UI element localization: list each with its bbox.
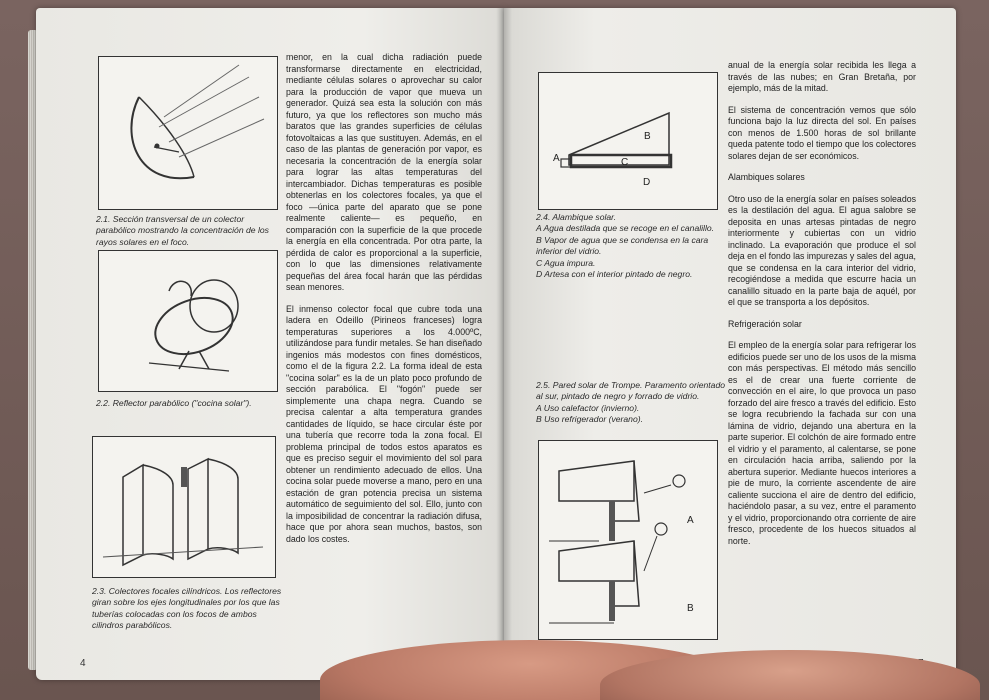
fig25-item-b: B Uso refrigerador (verano). [536,414,643,425]
fig25-letter-a: A [687,515,694,526]
cylindrical-collectors-drawing [93,437,275,577]
left-text-column [286,52,482,555]
left-paragraph-1: menor, en la cual dicha radiación puede transformarse directamente en electricidad, mediante células solares o aprovechar su calor para la producción de vapor que mueva un generador. Quizá sea esta la solución con más futuro, ya que los reflectores son mucho más baratos que las grandes superficies de células fotovoltaicas a las que sustituyen. Además, en el caso de las plantas de generación por vapor, es necesaria la concentración de la energía solar para lograr las altas temperaturas del intercambiador. Dichas temperaturas es posible obtenerlas en los colectores focales, ya que el foco —única parte del aparato que se pone realmente caliente— es pequeño, en comparación con la superficie de la que procede la energía en ella concentrada. Por otra parte, la pérdida de calor es proporcional a la superficie, con lo que las dimensiones relativamente pequeñas del área focal harán que las pérdidas sean menores. [286,52,482,292]
figure-2-4-caption [536,212,726,280]
book-gutter [496,8,512,680]
fig24-letter-c: C [621,157,629,168]
fig24-item-c: C Agua impura. [536,257,596,268]
solar-still-drawing [539,73,717,209]
figure-2-1 [98,56,278,210]
right-page [504,8,956,680]
left-page-number: 4 [80,658,86,669]
fig24-item-d: D Artesa con el interior pintado de negro. [536,269,693,280]
fig24-item-b: B Vapor de agua que se condensa en la cara inferior del vidrio. [536,234,709,257]
trombe-wall-drawing [539,441,717,639]
figure-2-3-caption: 2.3. Colectores focales cilíndricos. Los reflectores giran sobre los ejes longitudinales por los que las tuberías colocadas con los focos de ambos cilindros parabólicos. [92,586,282,631]
right-paragraph-4: El empleo de la energía solar para refrigerar los edificios puede ser uno de los usos de la misma con más perspectivas. El método más sencillo es el de crear una fuerte corriente de convección en el aire, lo que provoca un paso forzado del aire fresco a través del edificio. Esto se logra recubriendo la fachada sur con una lámina de vidrio, dejando una abertura en la parte superior. El colchón de aire formado entre el vidrio y el paramento, al calentarse, se pone en circulación hacia arriba, saliendo por la abertura superior. Mediante huecos interiores a pie de muro, la corriente ascendente de aire caliente succiona el aire de dentro del edificio, haciéndolo pasar, a su vez, entre el paramento y el vidrio, proporcionando otra corriente de aire fresco, procedente de los huecos situados al norte. [728,340,916,546]
fig25-item-a: A Uso calefactor (invierno). [536,402,640,413]
fig25-title: 2.5. Pared solar de Trompe. Paramento orientado al sur, pintado de negro y forrado de vidrio. [536,380,726,402]
left-page [36,8,504,680]
heading-alambiques: Alambiques solares [728,172,805,182]
figure-2-1-caption: 2.1. Sección transversal de un colector parabólico mostrando la concentración de los rayos solares en el foco. [96,214,269,247]
parabolic-collector-drawing [99,57,277,209]
right-paragraph-3: Otro uso de la energía solar en países soleados es la destilación del agua. El agua salobre se deposita en unas artesas pintadas de negro interiormente y cubiertas con un vidrio inclinado. La evaporación que produce el sol deja en el fondo las impurezas y sales del agua, que se condensa en la cara interior del vidrio, recogiéndose a medida que escurre hacia un canalillo situado en la parte baja de aquél, por el que se transporta a los depósitos. [728,193,916,307]
fig24-letter-b: B [644,131,651,142]
figure-2-2 [98,250,278,392]
figure-2-4 [538,72,718,210]
figure-2-3 [92,436,276,578]
solar-cooker-drawing [99,251,277,391]
right-text-column [728,60,916,557]
figure-2-5-caption [536,380,726,426]
heading-refrigeracion: Refrigeración solar [728,318,802,329]
right-paragraph-1: anual de la energía solar recibida les llega a través de las nubes; en Gran Bretaña, por ejemplo, más de la mitad. [728,60,916,93]
fig24-letter-a: A [553,153,560,164]
fig24-item-a: A Agua destilada que se recoge en el canalillo. [536,223,715,234]
fig24-letter-d: D [643,177,651,188]
fig24-title: 2.4. Alambique solar. [536,212,617,222]
right-paragraph-2: El sistema de concentración vemos que sólo funciona bajo la luz directa del sol. En países con menos de 1.500 horas de sol brillante queda patente todo el tiempo que los colectores solares dejan de ser económicos. [728,104,916,161]
figure-2-5 [538,440,718,640]
figure-2-2-caption: 2.2. Reflector parabólico ("cocina solar"). [96,398,252,408]
left-paragraph-2: El inmenso colector focal que cubre toda una ladera en Odeillo (Pirineos franceses) logra temperaturas superiores a los 4.000ºC, utilizándose para fundir metales. Se han diseñado ingenios más modestos con fines domésticos, como el de la figura 2.2. La forma ideal de esta "cocina solar" es la de un plato poco profundo de sección parabólica. El "fogón" puede ser simplemente una chapa negra. Cuando se precisa calentar a alta temperatura grandes cantidades de líquido, se hace circular éste por una tubería que recorre toda la zona focal. El problema principal de todos estos aparatos es que es preciso seguir el movimiento del sol para obtener un rendimiento adecuado de ellos. Una cocina solar puede moverse a mano, pero en una estación de gran potencia precisa un sistema automático de seguimiento del sol. Ello, junto con la imposibilidad de concentrar la radiación difusa, hace que por ahora sean muchos, bastos, son dado los costes. [286,303,482,544]
fig25-letter-b: B [687,603,694,614]
